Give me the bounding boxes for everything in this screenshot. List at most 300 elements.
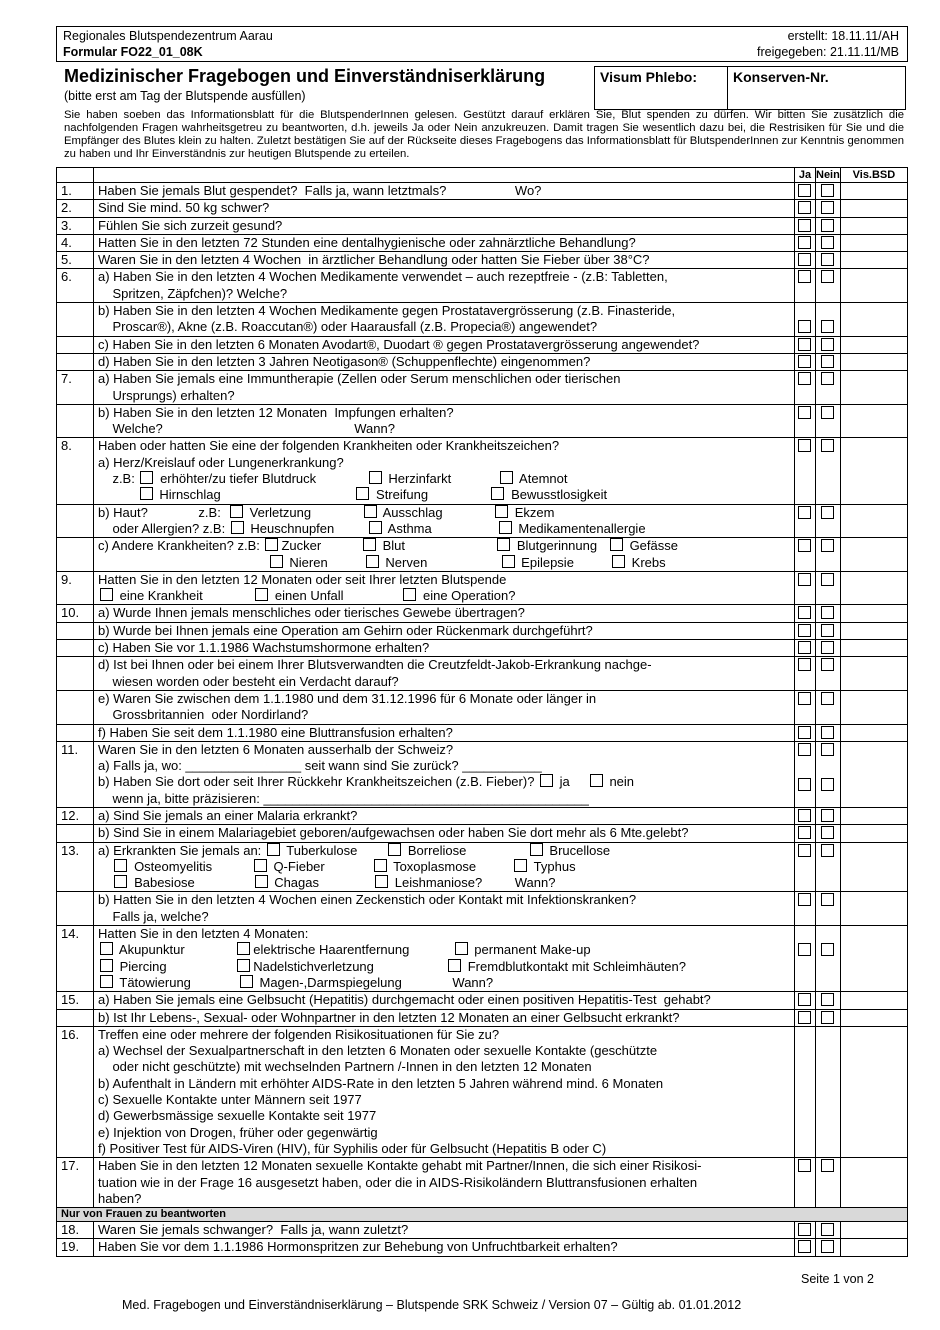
ja-cell: [795, 438, 816, 504]
question-line: Sind Sie mind. 50 kg schwer?: [98, 200, 270, 216]
vis-bsd-cell: [840, 252, 907, 269]
question-line: Akupunktur elektrische Haarentfernung permanent Make-up: [98, 942, 794, 958]
question-row: [57, 183, 908, 200]
option-checkbox[interactable]: [356, 487, 369, 500]
ja-cell: [795, 404, 816, 438]
created-info: erstellt: 18.11.11/AH: [787, 29, 899, 43]
question-text: [94, 404, 795, 438]
option-checkbox[interactable]: [455, 942, 468, 955]
question-line: b) Hatten Sie in den letzten 4 Wochen einen Zeckenstich oder Kontakt mit Infektionskranken?: [98, 892, 637, 908]
nein-cell: [816, 1222, 841, 1239]
vis-bsd-cell: [840, 538, 907, 572]
nein-cell: [816, 571, 841, 605]
option-checkbox[interactable]: [369, 471, 382, 484]
ja-checkbox[interactable]: [798, 844, 811, 857]
question-line: d) Ist bei Ihnen oder bei einem Ihrer Blutsverwandten die Creutzfeldt-Jakob-Erkrankung nachge-: [98, 657, 652, 673]
column-header-row: [57, 168, 908, 183]
option-checkbox[interactable]: [388, 843, 401, 856]
option-checkbox[interactable]: [514, 859, 527, 872]
ja-cell: [795, 571, 816, 605]
nein-checkbox[interactable]: [821, 506, 834, 519]
nein-cell: [816, 892, 841, 926]
nein-checkbox[interactable]: [821, 539, 834, 552]
footer: [122, 1298, 741, 1312]
nein-checkbox[interactable]: [821, 606, 834, 619]
question-number: [57, 353, 94, 370]
ja-checkbox[interactable]: [798, 184, 811, 197]
option-checkbox[interactable]: [254, 859, 267, 872]
question-table: [56, 167, 908, 1257]
option-checkbox[interactable]: [491, 487, 504, 500]
nein-checkbox[interactable]: [821, 372, 834, 385]
nein-checkbox[interactable]: [821, 692, 834, 705]
question-line: b) Aufenthalt in Ländern mit erhöhter AIDS-Rate in den letzten 5 Jahren während mind. 6 Monaten: [98, 1075, 664, 1091]
vis-bsd-cell: [840, 336, 907, 353]
question-number: 14.: [57, 926, 94, 992]
question-line: b) Wurde bei Ihnen jemals eine Operation am Gehirn oder Rückenmark durchgeführt?: [98, 622, 593, 638]
ja-cell: [795, 807, 816, 824]
nein-checkbox[interactable]: [821, 809, 834, 822]
ja-cell: [795, 1239, 816, 1256]
ja-checkbox[interactable]: [798, 826, 811, 839]
question-line: Nieren Nerven Epilepsie Krebs: [98, 555, 794, 571]
option-checkbox[interactable]: [114, 875, 127, 888]
option-checkbox[interactable]: [590, 774, 603, 787]
question-line: Falls ja, welche?: [98, 908, 209, 924]
question-number: [57, 538, 94, 572]
nein-cell: [816, 640, 841, 657]
question-number: [57, 690, 94, 724]
option-checkbox[interactable]: [237, 942, 250, 955]
ja-cell: [795, 1009, 816, 1026]
question-text: [94, 892, 795, 926]
vis-bsd-cell: [840, 438, 907, 504]
footer-text: Med. Fragebogen und Einverständniserklärung – Blutspende SRK Schweiz / Version 07 – Gültig ab. 01.01.2012: [122, 1298, 742, 1312]
question-text: [94, 269, 795, 303]
vis-bsd-cell: [840, 807, 907, 824]
question-text: [94, 353, 795, 370]
ja-checkbox[interactable]: [798, 506, 811, 519]
nein-cell: [816, 252, 841, 269]
option-checkbox[interactable]: [610, 538, 623, 551]
option-checkbox[interactable]: [497, 538, 510, 551]
option-checkbox[interactable]: [114, 859, 127, 872]
question-line: a) Falls ja, wo: ________________ seit wann sind Sie zurück? ___________: [98, 758, 542, 774]
option-checkbox[interactable]: [495, 505, 508, 518]
question-text: [94, 1009, 795, 1026]
option-checkbox[interactable]: [502, 555, 515, 568]
ja-checkbox[interactable]: [798, 726, 811, 739]
question-row: [57, 605, 908, 622]
ja-checkbox[interactable]: [798, 993, 811, 1006]
question-line: a) Sind Sie jemals an einer Malaria erkrankt?: [98, 807, 358, 823]
nein-cell: [816, 926, 841, 992]
option-checkbox[interactable]: [363, 538, 376, 551]
released-info: freigegeben: 21.11.11/MB: [757, 45, 899, 59]
question-row: [57, 371, 908, 405]
nein-cell: [816, 1009, 841, 1026]
question-text: [94, 842, 795, 892]
option-checkbox[interactable]: [255, 588, 268, 601]
question-row: [57, 1009, 908, 1026]
ja-checkbox[interactable]: [798, 606, 811, 619]
question-row: [57, 724, 908, 741]
ja-checkbox[interactable]: [798, 355, 811, 368]
vis-bsd-cell: [840, 1009, 907, 1026]
vis-bsd-cell: [840, 353, 907, 370]
col-nein: Nein: [816, 169, 840, 181]
question-text: [94, 217, 795, 234]
ja-cell: [795, 538, 816, 572]
question-text: [94, 825, 795, 842]
option-checkbox[interactable]: [100, 975, 113, 988]
ja-cell: [795, 741, 816, 807]
ja-checkbox[interactable]: [798, 1240, 811, 1253]
question-row: [57, 571, 908, 605]
ja-cell: [795, 992, 816, 1009]
option-checkbox[interactable]: [374, 859, 387, 872]
option-checkbox[interactable]: [366, 555, 379, 568]
ja-checkbox[interactable]: [798, 1011, 811, 1024]
option-checkbox[interactable]: [140, 471, 153, 484]
option-checkbox[interactable]: [270, 555, 283, 568]
ja-checkbox[interactable]: [798, 573, 811, 586]
question-text: [94, 252, 795, 269]
question-line: Ursprungs) erhalten?: [98, 387, 235, 403]
option-checkbox[interactable]: [375, 875, 388, 888]
ja-checkbox[interactable]: [798, 641, 811, 654]
option-checkbox[interactable]: [364, 505, 377, 518]
question-line: Hatten Sie in den letzten 4 Monaten:: [98, 926, 309, 942]
ja-cell: [795, 1222, 816, 1239]
vis-bsd-cell: [840, 269, 907, 303]
ja-checkbox[interactable]: [798, 692, 811, 705]
page-number: Seite 1 von 2: [801, 1272, 874, 1286]
nein-cell: [816, 200, 841, 217]
nein-cell: [816, 741, 841, 807]
question-row: [57, 992, 908, 1009]
question-line: Waren Sie in den letzten 4 Wochen in ärztlicher Behandlung oder hatten Sie Fieber über 38°C?: [98, 252, 650, 268]
ja-checkbox[interactable]: [798, 809, 811, 822]
ja-checkbox[interactable]: [798, 270, 811, 283]
vis-bsd-cell: [840, 234, 907, 251]
question-line: d) Haben Sie in den letzten 3 Jahren Neotigason® (Schuppenflechte) eingenommen?: [98, 353, 591, 369]
option-checkbox[interactable]: [265, 538, 278, 551]
nein-cell: [816, 657, 841, 691]
konserven-nr-field[interactable]: [727, 66, 906, 110]
nein-checkbox[interactable]: [821, 1240, 834, 1253]
question-line: e) Injektion von Drogen, früher oder gegenwärtig: [98, 1124, 378, 1140]
ja-checkbox[interactable]: [798, 406, 811, 419]
nein-cell: [816, 504, 841, 538]
question-text: [94, 183, 795, 200]
question-number: 1.: [57, 183, 94, 200]
nein-cell: [816, 1158, 841, 1208]
nein-checkbox[interactable]: [821, 406, 834, 419]
question-line: b) Haben Sie in den letzten 12 Monaten Impfungen erhalten?: [98, 404, 454, 420]
question-row: [57, 1158, 908, 1208]
nein-cell: [816, 538, 841, 572]
vis-bsd-cell: [840, 992, 907, 1009]
question-row: [57, 657, 908, 691]
nein-cell: [816, 438, 841, 504]
question-text: [94, 622, 795, 639]
vis-bsd-cell: [840, 825, 907, 842]
ja-checkbox[interactable]: [798, 236, 811, 249]
nein-cell: [816, 724, 841, 741]
visum-label: Visum Phlebo:: [600, 69, 697, 85]
nein-checkbox[interactable]: [821, 270, 834, 283]
option-checkbox[interactable]: [100, 942, 113, 955]
ja-checkbox[interactable]: [798, 201, 811, 214]
nein-checkbox[interactable]: [821, 320, 834, 333]
question-number: [57, 1009, 94, 1026]
nein-checkbox[interactable]: [821, 826, 834, 839]
ja-checkbox[interactable]: [798, 893, 811, 906]
nein-cell: [816, 1026, 841, 1157]
nein-cell: [816, 992, 841, 1009]
nein-checkbox[interactable]: [821, 355, 834, 368]
question-line: Piercing Nadelstichverletzung Fremdblutkontakt mit Schleimhäuten?: [98, 959, 794, 975]
question-number: [57, 404, 94, 438]
nein-cell: [816, 605, 841, 622]
nein-checkbox[interactable]: [821, 219, 834, 232]
page-subtitle: (bitte erst am Tag der Blutspende ausfüllen): [64, 89, 306, 103]
nein-checkbox[interactable]: [821, 338, 834, 351]
vis-bsd-cell: [840, 1222, 907, 1239]
question-row: [57, 336, 908, 353]
ja-cell: [795, 825, 816, 842]
question-line: Waren Sie jemals schwanger? Falls ja, wann zuletzt?: [98, 1222, 409, 1238]
option-checkbox[interactable]: [499, 521, 512, 534]
option-checkbox[interactable]: [530, 843, 543, 856]
question-row: [57, 825, 908, 842]
vis-bsd-cell: [840, 605, 907, 622]
ja-checkbox[interactable]: [798, 1159, 811, 1172]
question-row: [57, 690, 908, 724]
nein-cell: [816, 217, 841, 234]
vis-bsd-cell: [840, 640, 907, 657]
option-checkbox[interactable]: [237, 959, 250, 972]
question-text: [94, 438, 795, 504]
question-line: b) Haut? z.B: Verletzung Ausschlag Ekzem: [98, 504, 555, 520]
option-checkbox[interactable]: [231, 521, 244, 534]
nein-cell: [816, 353, 841, 370]
vis-bsd-cell: [840, 842, 907, 892]
question-number: 8.: [57, 438, 94, 504]
nein-checkbox[interactable]: [821, 1011, 834, 1024]
nein-cell: [816, 303, 841, 337]
question-number: 13.: [57, 842, 94, 892]
vis-bsd-cell: [840, 217, 907, 234]
question-row: [57, 538, 908, 572]
question-number: 6.: [57, 269, 94, 303]
question-text: [94, 690, 795, 724]
question-text: [94, 657, 795, 691]
question-line: Hatten Sie in den letzten 72 Stunden eine dentalhygienische oder zahnärztliche Behandlung?: [98, 234, 636, 250]
vis-bsd-cell: [840, 1239, 907, 1256]
question-line: oder Allergien? z.B: Heuschnupfen Asthma Medikamentenallergie: [98, 520, 646, 536]
question-text: [94, 1222, 795, 1239]
question-text: [94, 336, 795, 353]
question-line: Haben Sie vor dem 1.1.1986 Hormonspritzen zur Behebung von Unfruchtbarkeit erhalten?: [98, 1239, 618, 1255]
question-number: 4.: [57, 234, 94, 251]
nein-checkbox[interactable]: [821, 573, 834, 586]
nein-checkbox[interactable]: [821, 726, 834, 739]
nein-checkbox[interactable]: [821, 778, 834, 791]
question-number: 3.: [57, 217, 94, 234]
ja-cell: [795, 234, 816, 251]
women-section-header: [57, 1208, 908, 1222]
question-line: b) Ist Ihr Lebens-, Sexual- oder Wohnpartner in den letzten 12 Monaten an einer Gelbsucht erkrankt?: [98, 1009, 680, 1025]
nein-checkbox[interactable]: [821, 184, 834, 197]
ja-cell: [795, 269, 816, 303]
ja-checkbox[interactable]: [798, 658, 811, 671]
nein-checkbox[interactable]: [821, 253, 834, 266]
nein-checkbox[interactable]: [821, 844, 834, 857]
konserven-label: Konserven-Nr.: [733, 69, 829, 85]
ja-cell: [795, 926, 816, 992]
option-checkbox[interactable]: [240, 975, 253, 988]
question-text: [94, 303, 795, 337]
question-number: 16.: [57, 1026, 94, 1157]
visum-phlebo-field[interactable]: [594, 66, 728, 110]
question-line: a) Wurde Ihnen jemals menschliches oder tierisches Gewebe übertragen?: [98, 605, 525, 621]
question-text: [94, 1158, 795, 1208]
nein-checkbox[interactable]: [821, 993, 834, 1006]
question-line: haben?: [98, 1190, 142, 1206]
question-row: [57, 1239, 908, 1256]
ja-cell: [795, 303, 816, 337]
ja-checkbox[interactable]: [798, 743, 811, 756]
option-checkbox[interactable]: [230, 505, 243, 518]
option-checkbox[interactable]: [100, 588, 113, 601]
question-row: [57, 926, 908, 992]
question-number: [57, 640, 94, 657]
ja-checkbox[interactable]: [798, 778, 811, 791]
ja-checkbox[interactable]: [798, 943, 811, 956]
question-number: 10.: [57, 605, 94, 622]
ja-checkbox[interactable]: [798, 372, 811, 385]
question-text: [94, 741, 795, 807]
option-checkbox[interactable]: [100, 959, 113, 972]
question-number: 17.: [57, 1158, 94, 1208]
ja-checkbox[interactable]: [798, 219, 811, 232]
question-number: 7.: [57, 371, 94, 405]
ja-checkbox[interactable]: [798, 624, 811, 637]
question-line: c) Andere Krankheiten? z.B: Zucker Blut Blutgerinnung Gefässe: [98, 538, 678, 554]
ja-checkbox[interactable]: [798, 439, 811, 452]
nein-cell: [816, 269, 841, 303]
nein-checkbox[interactable]: [821, 1159, 834, 1172]
option-checkbox[interactable]: [500, 471, 513, 484]
option-checkbox[interactable]: [255, 875, 268, 888]
option-checkbox[interactable]: [369, 521, 382, 534]
ja-checkbox[interactable]: [798, 539, 811, 552]
question-line: c) Sexuelle Kontakte unter Männern seit 1977: [98, 1092, 362, 1108]
nein-cell: [816, 690, 841, 724]
header-box: [56, 26, 908, 62]
nein-checkbox[interactable]: [821, 743, 834, 756]
vis-bsd-cell: [840, 303, 907, 337]
question-row: [57, 404, 908, 438]
question-number: 15.: [57, 992, 94, 1009]
question-line: z.B: erhöhter/zu tiefer Blutdruck Herzinfarkt Atemnot: [98, 471, 568, 487]
nein-cell: [816, 371, 841, 405]
ja-checkbox[interactable]: [798, 338, 811, 351]
vis-bsd-cell: [840, 504, 907, 538]
vis-bsd-cell: [840, 371, 907, 405]
nein-checkbox[interactable]: [821, 943, 834, 956]
vis-bsd-cell: [840, 571, 907, 605]
option-checkbox[interactable]: [403, 588, 416, 601]
option-checkbox[interactable]: [612, 555, 625, 568]
question-text: [94, 724, 795, 741]
question-line: e) Waren Sie zwischen dem 1.1.1980 und dem 31.12.1996 für 6 Monate oder länger in: [98, 690, 597, 706]
question-row: [57, 842, 908, 892]
nein-checkbox[interactable]: [821, 624, 834, 637]
ja-checkbox[interactable]: [798, 320, 811, 333]
question-line: Treffen eine oder mehrere der folgenden Risikosituationen für Sie zu?: [98, 1026, 500, 1042]
question-number: [57, 303, 94, 337]
question-number: 5.: [57, 252, 94, 269]
nein-checkbox[interactable]: [821, 201, 834, 214]
page-title: Medizinischer Fragebogen und Einverständniserklärung: [64, 66, 546, 86]
nein-checkbox[interactable]: [821, 658, 834, 671]
nein-checkbox[interactable]: [821, 439, 834, 452]
ja-cell: [795, 353, 816, 370]
ja-cell: [795, 640, 816, 657]
question-line: Osteomyelitis Q-Fieber Toxoplasmose Typhus: [98, 859, 794, 875]
ja-cell: [795, 336, 816, 353]
question-number: [57, 657, 94, 691]
nein-checkbox[interactable]: [821, 893, 834, 906]
nein-cell: [816, 183, 841, 200]
question-line: b) Haben Sie in den letzten 4 Wochen Medikamente gegen Prostatavergrösserung (z.B. Finasteride,: [98, 303, 676, 319]
question-row: [57, 504, 908, 538]
question-text: [94, 504, 795, 538]
question-line: c) Haben Sie in den letzten 6 Monaten Avodart®, Duodart ® gegen Prostatavergrösserung angewendet?: [98, 336, 700, 352]
question-text: [94, 1239, 795, 1256]
nein-checkbox[interactable]: [821, 641, 834, 654]
nein-checkbox[interactable]: [821, 1223, 834, 1236]
option-checkbox[interactable]: [448, 959, 461, 972]
intro-text: Sie haben soeben das Informationsblatt für die BlutspenderInnen gelesen. Gestützt darauf erklären Sie, Blut spenden zu dürfen. Wir bitten Sie zusätzlich die nachfolgenden Fragen wahrheitsgetreu zu beantworten, d.h. jeweils Ja oder Nein anzukreuzen. Damit tragen Sie wesentlich dazu bei, die Restrisiken für Sie und die Empfänger des Blutes klein zu halten. Zuletzt bestätigen Sie auf der Rückseite dieses Fragebogens das Informationsblatt für BlutspenderInnen zur Kenntnis genommen zu haben und Ihr Einverständnis zur heutigen Blutspende zu erteilen.: [64, 109, 904, 160]
question-line: Haben Sie in den letzten 12 Monaten sexuelle Kontakte gehabt mit Partner/Innen, die sich einer Risikosi-: [98, 1158, 702, 1174]
option-checkbox[interactable]: [540, 774, 553, 787]
option-checkbox[interactable]: [267, 843, 280, 856]
question-row: [57, 892, 908, 926]
vis-bsd-cell: [840, 724, 907, 741]
ja-checkbox[interactable]: [798, 253, 811, 266]
question-row: [57, 234, 908, 251]
ja-cell: [795, 183, 816, 200]
question-line: a) Haben Sie in den letzten 4 Wochen Medikamente verwendet – auch rezeptfreie - (z.B: Tabletten,: [98, 269, 668, 285]
question-line: Proscar®), Akne (z.B. Roaccutan®) oder Haarausfall (z.B. Propecia®) angewendet?: [98, 319, 598, 335]
option-checkbox[interactable]: [140, 487, 153, 500]
question-line: a) Wechsel der Sexualpartnerschaft in den letzten 6 Monaten oder sexuelle Kontakte (geschützte: [98, 1043, 658, 1059]
nein-cell: [816, 234, 841, 251]
question-number: [57, 336, 94, 353]
question-row: [57, 217, 908, 234]
question-text: [94, 926, 795, 992]
question-text: [94, 234, 795, 251]
ja-checkbox[interactable]: [798, 1223, 811, 1236]
nein-cell: [816, 336, 841, 353]
vis-bsd-cell: [840, 741, 907, 807]
nein-checkbox[interactable]: [821, 236, 834, 249]
question-line: Babesiose Chagas Leishmaniose? Wann?: [98, 875, 794, 891]
